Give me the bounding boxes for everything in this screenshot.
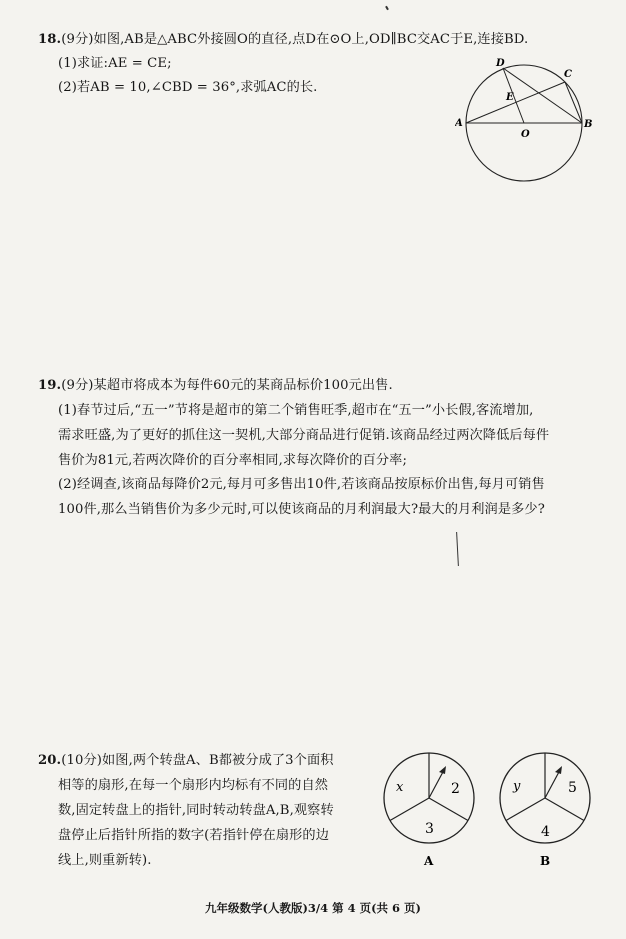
label-d: D <box>496 58 505 69</box>
q18-part2: (2)若AB = 10,∠CBD = 36°,求弧AC的长. <box>58 80 318 95</box>
spinner-a-divider-right <box>429 798 468 821</box>
q19-points: (9分) <box>61 378 94 393</box>
q19-number: 19. <box>38 378 62 393</box>
q20-number: 20. <box>38 753 62 768</box>
stray-pen-mark <box>456 532 459 566</box>
spinner-a-number-3: 3 <box>425 821 434 837</box>
q20-line3: 数,固定转盘上的指针,同时转动转盘A,B,观察转 <box>58 803 334 818</box>
spinner-a-divider-left <box>390 798 429 821</box>
label-e: E <box>506 92 514 103</box>
q19-part1-line1: (1)春节过后,“五一”节将是超市的第二个销售旺季,超市在“五一”小长假,客流增加, <box>58 403 534 418</box>
label-b: B <box>584 119 593 130</box>
label-c: C <box>564 69 572 80</box>
spinner-a-pointer-arrow-icon <box>439 766 446 774</box>
spinner-a-figure <box>378 748 488 870</box>
segment-ac <box>466 82 565 123</box>
q19-part1-line2: 需求旺盛,为了更好的抓住这一契机,大部分商品进行促销.该商品经过两次降低后每件 <box>58 428 550 443</box>
spinner-b-divider-left <box>506 798 545 821</box>
spinner-b-pointer <box>545 770 560 798</box>
q20-line5: 线上,则重新转). <box>58 853 152 868</box>
spinner-b-number-3: 4 <box>541 824 550 840</box>
label-o: O <box>521 129 530 140</box>
q19-part2-line2: 100件,那么当销售价为多少元时,可以使该商品的月利润最大?最大的月利润是多少? <box>58 502 545 517</box>
stray-dot-mark <box>385 6 389 10</box>
spinner-b-pointer-arrow-icon <box>555 766 562 774</box>
q19-part1-line3: 售价为81元,若两次降价的百分率相同,求每次降价的百分率; <box>58 453 408 468</box>
q20-line1 <box>38 752 334 770</box>
spinner-a-name: A <box>424 854 434 868</box>
q20-points: (10分) <box>61 753 103 768</box>
spinner-b-figure <box>496 748 606 870</box>
spinner-a-number-1: x <box>396 780 404 795</box>
q20-line4: 盘停止后指针所指的数字(若指针停在扇形的边 <box>58 828 329 843</box>
spinner-a-number-2: 2 <box>451 781 460 797</box>
spinner-b-divider-right <box>545 798 584 821</box>
q18-points: (9分) <box>61 32 94 47</box>
q19-stem <box>38 377 393 395</box>
spinner-b-number-1: y <box>513 779 521 794</box>
q18-number: 18. <box>38 32 62 47</box>
q18-circle-figure <box>455 55 605 195</box>
q18-stem <box>38 31 528 49</box>
q20-line2: 相等的扇形,在每一个扇形内均标有不同的自然 <box>58 778 329 793</box>
spinner-b-number-2: 5 <box>568 780 577 796</box>
page-footer: 九年级数学(人教版)3/4 第 4 页(共 6 页) <box>205 901 421 915</box>
q20-line1-text: 如图,两个转盘A、B都被分成了3个面积 <box>102 753 334 768</box>
spinner-b-name: B <box>540 854 551 868</box>
q19-part2-line1: (2)经调查,该商品每降价2元,每月可多售出10件,若该商品按原标价出售,每月可销售 <box>58 477 545 492</box>
label-a: A <box>455 118 463 129</box>
q18-part1: (1)求证:AE = CE; <box>58 56 172 71</box>
q19-stem-text: 某超市将成本为每件60元的某商品标价100元出售. <box>93 378 393 393</box>
spinner-a-pointer <box>429 770 444 798</box>
q18-stem-text: 如图,AB是△ABC外接圆O的直径,点D在⊙O上,OD∥BC交AC于E,连接BD. <box>93 32 529 47</box>
